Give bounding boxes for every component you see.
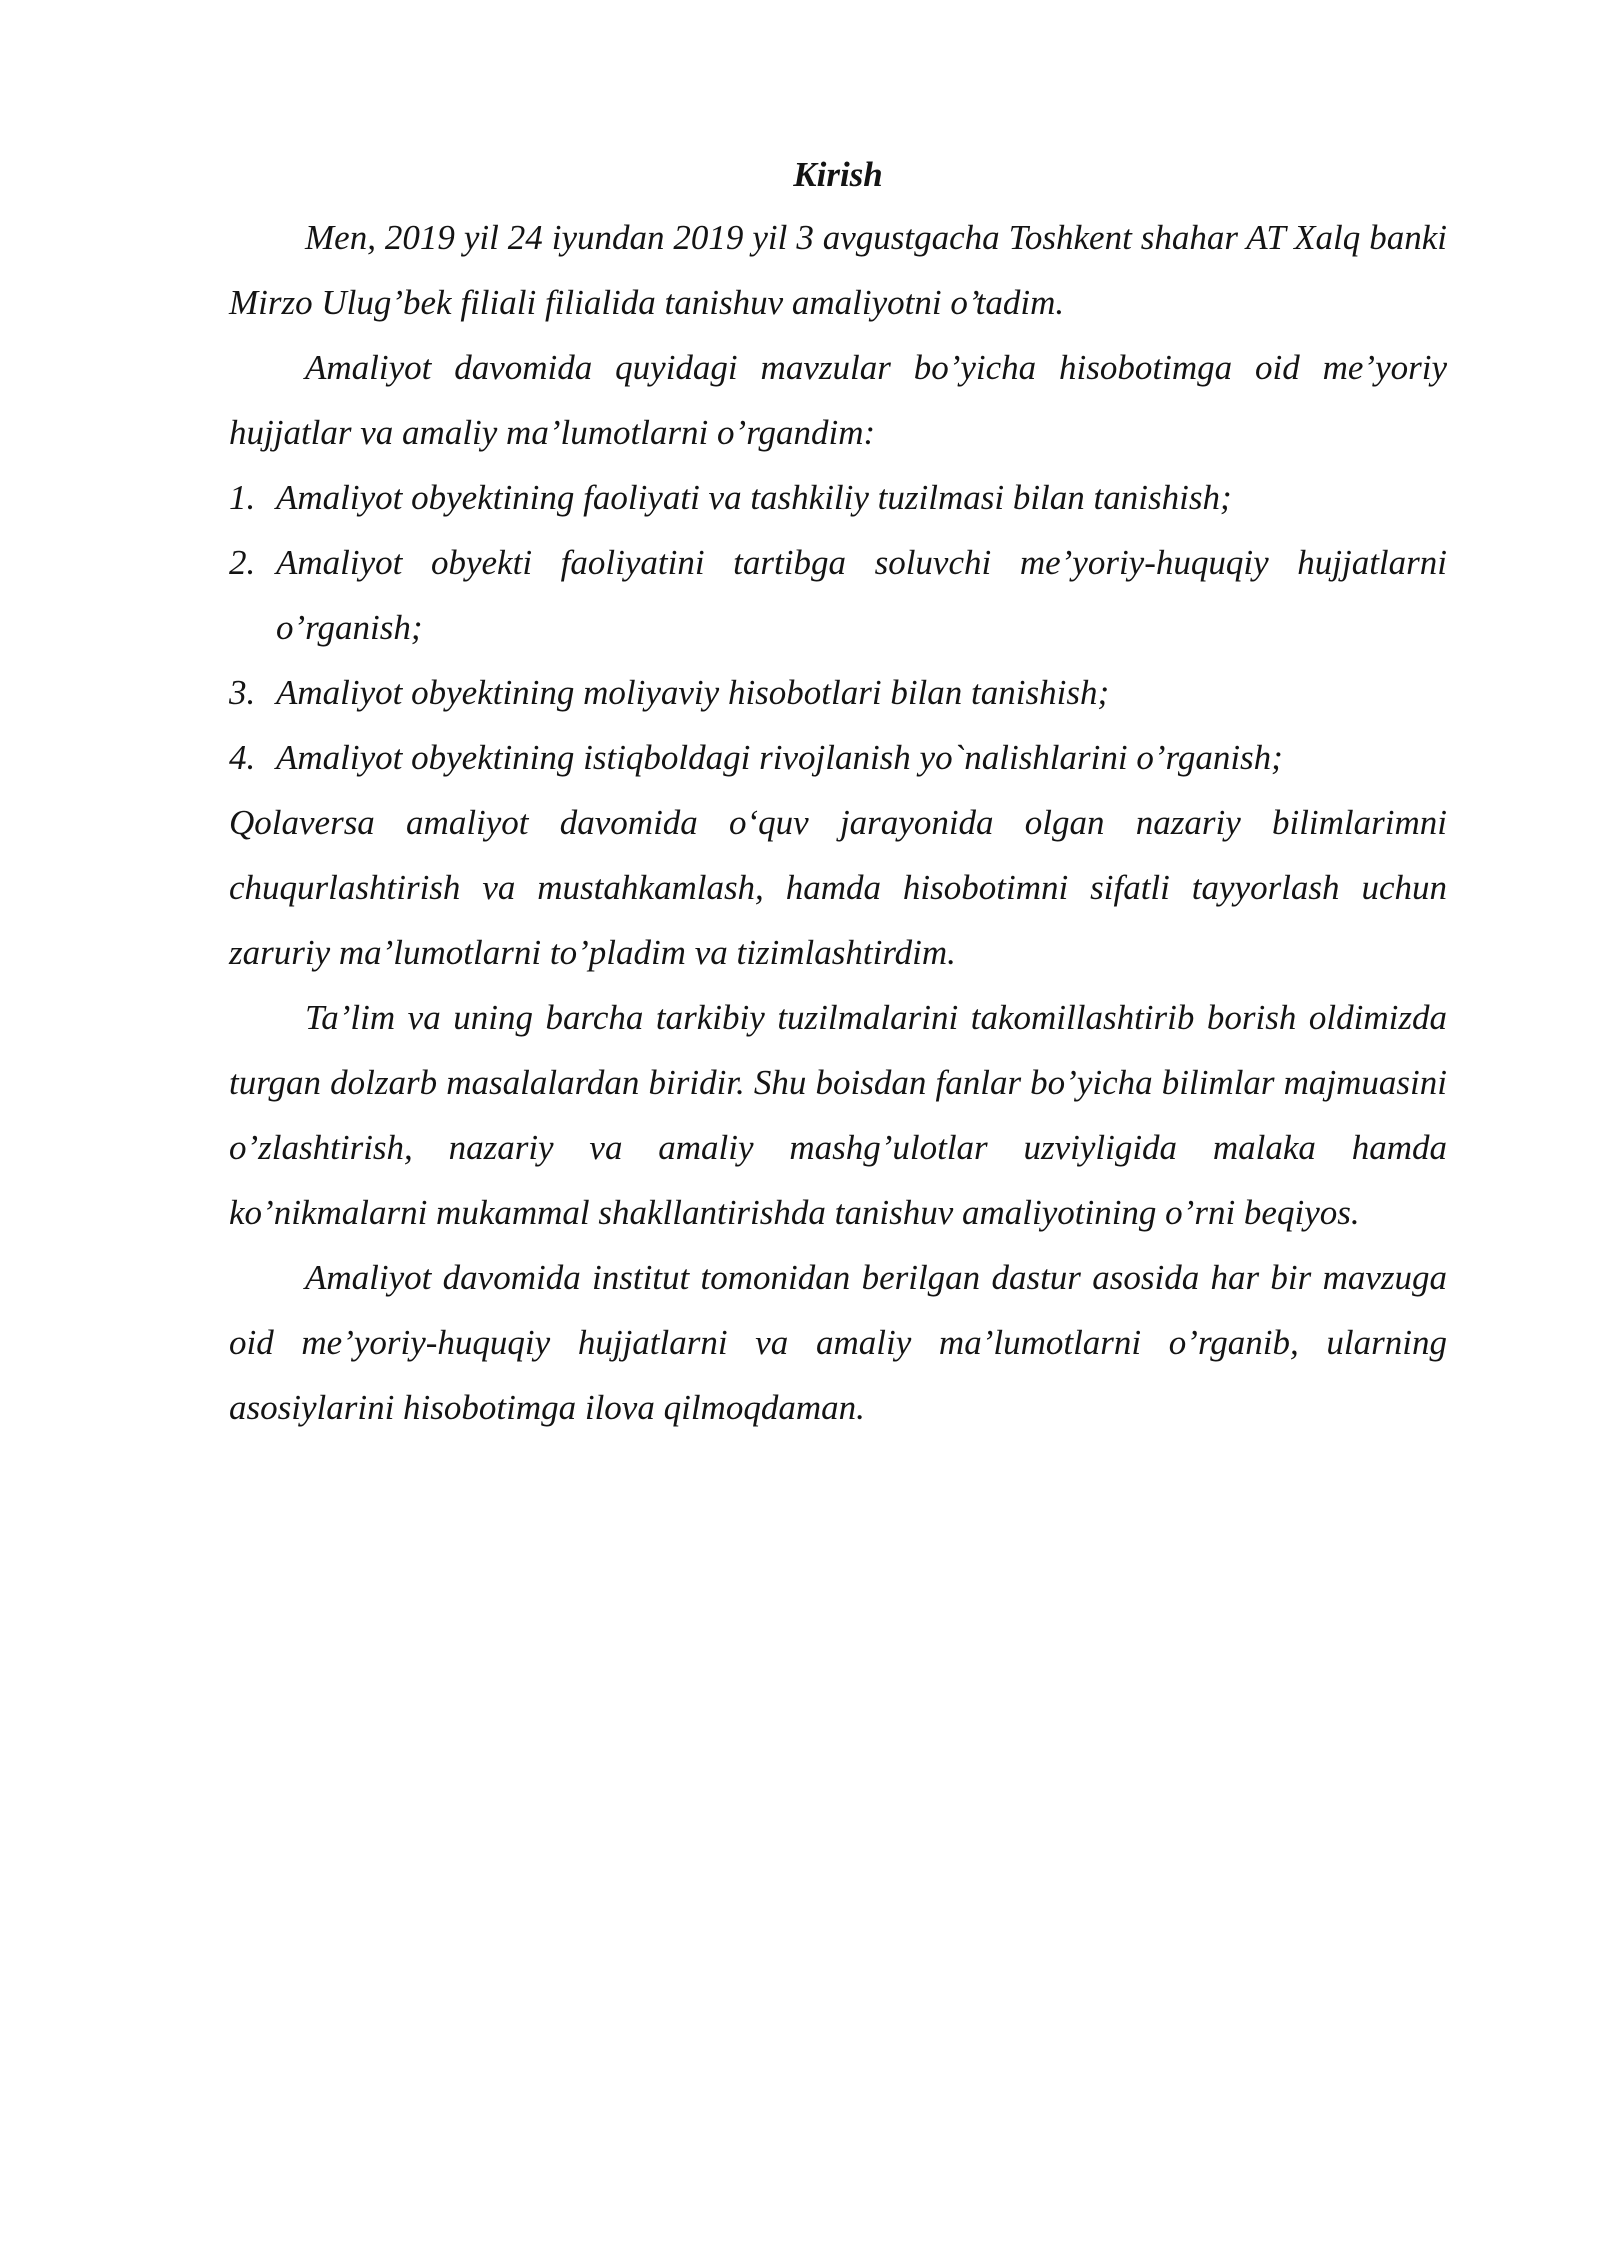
list-item-text: Amaliyot obyektining faoliyati va tashkiliy tuzilmasi bilan tanishish; xyxy=(276,478,1232,517)
education-paragraph: Ta’lim va uning barcha tarkibiy tuzilmalarini takomillashtirib borish oldimizda turgan dolzarb masalalardan biridir. Shu boisdan fanlar bo’yicha bilimlar majmuasini o’zlashtirish, nazariy va amaliy mashg’ulotlar uzviyligida malaka hamda ko’nikmalarni mukammal shakllantirishda tanishuv amaliyotining o’rni beqiyos. xyxy=(229,998,1447,1232)
list-item-number: 3. xyxy=(229,673,256,712)
list-item-number: 1. xyxy=(229,478,256,517)
list-item-number: 2. xyxy=(229,543,256,582)
list-item xyxy=(229,725,1447,790)
intro-paragraph-dates: Men, 2019 yil 24 iyundan 2019 yil 3 avgustgacha Toshkent shahar AT Xalq banki Mirzo Ulug’bek filiali filialida tanishuv amaliyotni o’tadim. xyxy=(229,218,1447,322)
continuation-paragraph: Qolaversa amaliyot davomida o‘quv jarayonida olgan nazariy bilimlarimni chuqurlashtirish va mustahkamlash, hamda hisobotimni sifatli tayyorlash uchun zaruriy ma’lumotlarni to’pladim va tizimlashtirdim. xyxy=(229,803,1447,972)
list-item xyxy=(229,530,1447,660)
list-item xyxy=(229,660,1447,725)
document-body xyxy=(229,145,1447,1440)
list-item-number: 4. xyxy=(229,738,256,777)
list-item xyxy=(229,465,1447,530)
intro-paragraph-topics: Amaliyot davomida quyidagi mavzular bo’yicha hisobotimga oid me’yoriy hujjatlar va amaliy ma’lumotlarni o’rgandim: xyxy=(229,348,1447,452)
final-paragraph: Amaliyot davomida institut tomonidan berilgan dastur asosida har bir mavzuga oid me’yoriy-huquqiy hujjatlarni va amaliy ma’lumotlarni o’rganib, ularning asosiylarini hisobotimga ilova qilmoqdaman. xyxy=(229,1258,1447,1427)
list-item-text: Amaliyot obyekti faoliyatini tartibga soluvchi me’yoriy-huquqiy hujjatlarni o’rganish; xyxy=(276,543,1447,647)
list-item-text: Amaliyot obyektining istiqboldagi rivojlanish yo`nalishlarini o’rganish; xyxy=(276,738,1283,777)
page-title: Kirish xyxy=(793,155,883,194)
topics-list xyxy=(229,465,1447,790)
list-item-text: Amaliyot obyektining moliyaviy hisobotlari bilan tanishish; xyxy=(276,673,1110,712)
